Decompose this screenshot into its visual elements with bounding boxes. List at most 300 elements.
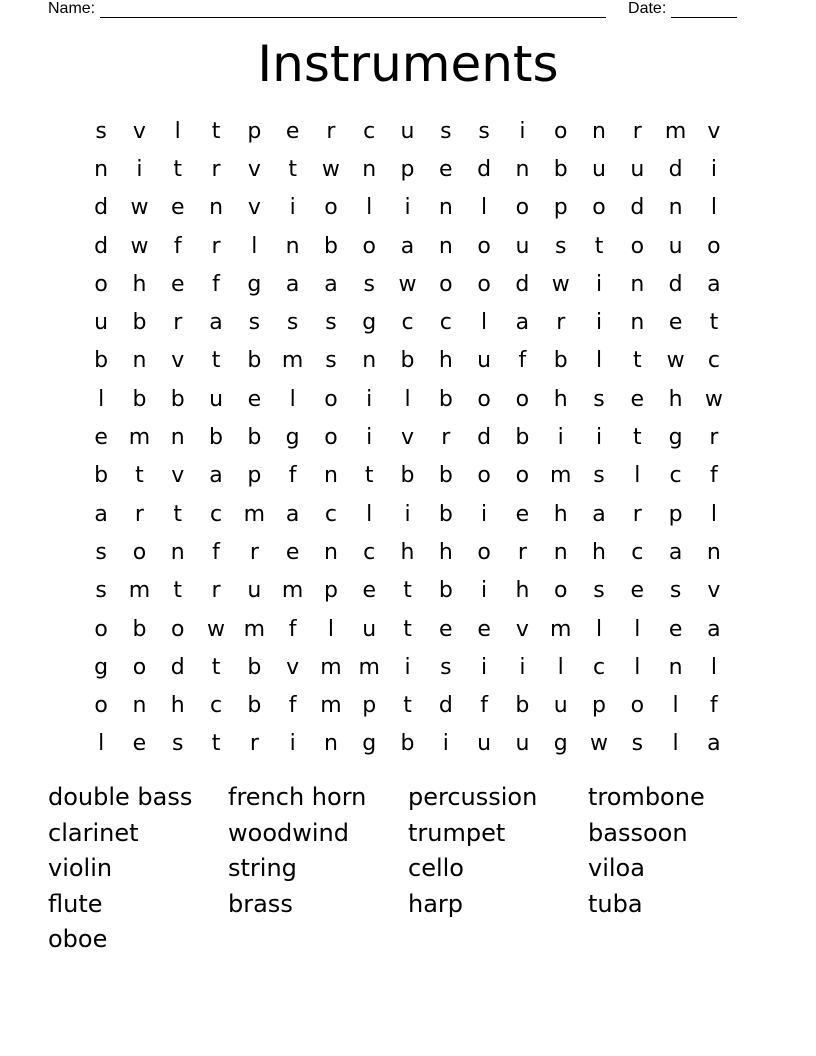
grid-letter: g: [285, 425, 300, 451]
grid-letter: d: [477, 425, 492, 451]
grid-letter: t: [632, 425, 642, 451]
word-list-item: clarinet: [48, 818, 139, 847]
grid-letter: l: [672, 693, 679, 719]
grid-letter: v: [247, 156, 261, 182]
date-blank-line[interactable]: [671, 2, 737, 18]
grid-letter: d: [668, 156, 683, 182]
grid-letter: n: [592, 118, 606, 144]
grid-letter: a: [285, 271, 300, 297]
grid-letter: v: [515, 616, 529, 642]
grid-letter: a: [515, 310, 530, 336]
grid-letter: e: [630, 386, 645, 412]
grid-letter: m: [664, 118, 687, 144]
word-list: [48, 780, 768, 958]
grid-letter: m: [281, 348, 304, 374]
grid-letter: c: [439, 310, 452, 336]
grid-letter: l: [710, 195, 717, 221]
word-list-item: trumpet: [408, 818, 506, 847]
word-list-item: tuba: [588, 889, 643, 918]
grid-letter: b: [400, 463, 415, 489]
grid-letter: n: [94, 156, 109, 182]
grid-letter: g: [668, 425, 683, 451]
grid-letter: s: [478, 118, 490, 144]
grid-letter: t: [173, 578, 183, 604]
grid-letter: m: [128, 578, 151, 604]
grid-letter: t: [364, 463, 374, 489]
grid-letter: o: [94, 693, 108, 719]
grid-letter: l: [481, 310, 488, 336]
grid-letter: g: [247, 271, 262, 297]
grid-letter: s: [363, 271, 375, 297]
grid-letter: r: [211, 156, 221, 182]
grid-letter: l: [366, 195, 373, 221]
grid-letter: m: [549, 616, 572, 642]
grid-letter: u: [553, 693, 568, 719]
grid-letter: g: [362, 310, 377, 336]
grid-letter: w: [207, 616, 226, 642]
grid-letter: d: [94, 233, 109, 259]
grid-letter: g: [553, 731, 568, 757]
name-date-line: [48, 0, 737, 18]
grid-letter: c: [707, 348, 720, 374]
grid-letter: r: [632, 118, 642, 144]
grid-letter: i: [481, 654, 488, 680]
grid-letter: b: [553, 156, 568, 182]
grid-letter: u: [592, 156, 606, 182]
grid-letter: d: [668, 271, 683, 297]
grid-letter: l: [98, 731, 105, 757]
grid-letter: i: [519, 654, 526, 680]
grid-letter: f: [480, 693, 488, 719]
grid-letter: r: [326, 118, 336, 144]
grid-letter: b: [247, 654, 262, 680]
grid-letter: h: [592, 539, 606, 565]
grid-letter: i: [595, 271, 603, 297]
grid-letter: b: [132, 386, 147, 412]
grid-letter: b: [515, 693, 530, 719]
grid-letter: b: [515, 425, 530, 451]
grid-letter: e: [285, 539, 300, 565]
grid-letter: s: [593, 578, 605, 604]
grid-letter: u: [400, 118, 415, 144]
grid-letter: i: [366, 386, 373, 412]
grid-letter: n: [132, 348, 147, 374]
grid-letter: a: [209, 463, 223, 489]
grid-letter: l: [710, 654, 717, 680]
grid-letter: n: [630, 271, 645, 297]
grid-letter: t: [288, 156, 297, 182]
grid-letter: t: [173, 156, 183, 182]
grid-letter: e: [170, 271, 185, 297]
grid-letter: s: [248, 310, 261, 336]
grid-letter: d: [170, 654, 185, 680]
grid-letter: w: [551, 271, 570, 297]
grid-letter: e: [439, 156, 453, 182]
grid-letter: l: [366, 501, 373, 527]
grid-letter: l: [327, 616, 334, 642]
grid-letter: h: [438, 539, 453, 565]
grid-letter: c: [324, 501, 337, 527]
grid-letter: u: [630, 156, 645, 182]
grid-letter: h: [438, 348, 453, 374]
grid-letter: v: [286, 654, 300, 680]
word-list-item: string: [228, 854, 297, 882]
grid-letter: c: [363, 539, 376, 565]
grid-letter: m: [243, 501, 266, 527]
grid-letter: e: [515, 501, 530, 527]
grid-letter: s: [325, 348, 337, 374]
grid-letter: b: [247, 693, 262, 719]
grid-letter: t: [632, 348, 642, 374]
grid-letter: n: [630, 310, 645, 336]
grid-letter: o: [515, 195, 530, 221]
grid-letter: r: [249, 539, 259, 565]
grid-letter: i: [557, 425, 564, 451]
grid-letter: i: [442, 731, 449, 757]
word-list-item: trombone: [588, 783, 705, 811]
grid-letter: s: [95, 539, 107, 565]
grid-letter: h: [132, 271, 147, 297]
grid-letter: d: [94, 195, 109, 221]
grid-letter: e: [439, 616, 453, 642]
grid-letter: r: [249, 731, 259, 757]
grid-letter: r: [173, 310, 183, 336]
grid-letter: m: [243, 616, 266, 642]
grid-letter: o: [553, 118, 568, 144]
grid-letter: f: [288, 616, 297, 642]
grid-letter: n: [323, 463, 338, 489]
grid-letter: n: [170, 539, 185, 565]
grid-letter: e: [170, 195, 185, 221]
grid-letter: w: [130, 195, 149, 221]
grid-letter: l: [174, 118, 181, 144]
grid-letter: l: [557, 654, 564, 680]
grid-letter: a: [285, 501, 300, 527]
grid-letter: u: [209, 386, 224, 412]
grid-letter: g: [94, 654, 109, 680]
grid-letter: a: [707, 271, 721, 297]
grid-letter: s: [95, 578, 107, 604]
grid-letter: o: [477, 463, 491, 489]
grid-letter: e: [285, 118, 300, 144]
grid-letter: s: [286, 310, 299, 336]
grid-letter: f: [173, 233, 182, 259]
grid-letter: i: [289, 731, 296, 757]
grid-letter: f: [212, 539, 220, 565]
grid-letter: b: [247, 348, 262, 374]
grid-letter: f: [288, 463, 297, 489]
grid-letter: i: [404, 195, 411, 221]
grid-letter: h: [400, 539, 415, 565]
grid-letter: v: [707, 118, 721, 144]
grid-letter: n: [438, 233, 453, 259]
grid-letter: f: [710, 463, 718, 489]
grid-letter: b: [247, 425, 262, 451]
grid-letter: o: [553, 578, 568, 604]
grid-letter: e: [477, 616, 491, 642]
grid-letter: s: [593, 386, 605, 412]
grid-letter: g: [362, 731, 377, 757]
grid-letter: r: [556, 310, 566, 336]
grid-letter: a: [94, 501, 108, 527]
word-list-item: violin: [48, 854, 113, 882]
grid-letter: o: [630, 233, 645, 259]
grid-letter: l: [710, 501, 717, 527]
grid-letter: o: [515, 463, 530, 489]
grid-letter: v: [132, 118, 146, 144]
grid-letter: u: [247, 578, 262, 604]
grid-letter: r: [211, 233, 221, 259]
grid-letter: o: [132, 539, 147, 565]
grid-letter: b: [132, 310, 147, 336]
grid-letter: r: [632, 501, 642, 527]
grid-letter: p: [247, 118, 262, 144]
word-list-item: percussion: [408, 783, 538, 811]
grid-letter: h: [668, 386, 683, 412]
grid-letter: u: [668, 233, 683, 259]
grid-letter: w: [321, 156, 340, 182]
grid-letter: r: [709, 425, 719, 451]
grid-letter: i: [366, 425, 373, 451]
grid-letter: e: [630, 578, 645, 604]
grid-letter: h: [553, 501, 568, 527]
grid-letter: i: [519, 118, 526, 144]
grid-letter: t: [403, 616, 412, 642]
grid-letter: f: [212, 271, 220, 297]
grid-letter: o: [132, 654, 147, 680]
grid-letter: f: [288, 693, 297, 719]
grid-letter: u: [477, 348, 492, 374]
grid-letter: s: [593, 463, 605, 489]
grid-letter: n: [668, 654, 683, 680]
grid-letter: r: [134, 501, 144, 527]
grid-letter: b: [323, 233, 338, 259]
grid-letter: u: [477, 731, 492, 757]
grid-letter: t: [403, 693, 412, 719]
grid-letter: w: [398, 271, 417, 297]
grid-letter: c: [363, 118, 376, 144]
grid-letter: s: [631, 731, 644, 757]
grid-letter: o: [171, 616, 185, 642]
grid-letter: a: [668, 539, 683, 565]
name-label: Name:: [48, 0, 96, 17]
grid-letter: n: [323, 539, 338, 565]
grid-letter: b: [170, 386, 185, 412]
grid-letter: v: [707, 578, 721, 604]
grid-letter: s: [669, 578, 682, 604]
grid-letter: m: [128, 425, 151, 451]
grid-letter: r: [211, 578, 221, 604]
grid-letter: l: [289, 386, 296, 412]
word-list-item: bassoon: [588, 818, 688, 847]
grid-letter: i: [404, 501, 411, 527]
word-list-item: french horn: [228, 783, 367, 811]
grid-letter: c: [631, 539, 644, 565]
grid-letter: w: [590, 731, 608, 757]
grid-letter: w: [666, 348, 685, 374]
grid-letter: s: [325, 310, 337, 336]
grid-letter: b: [438, 463, 453, 489]
grid-letter: t: [594, 233, 604, 259]
grid-letter: i: [481, 501, 488, 527]
grid-letter: b: [94, 348, 109, 374]
grid-letter: e: [668, 616, 683, 642]
grid-letter: o: [477, 271, 491, 297]
grid-letter: m: [549, 463, 572, 489]
grid-letter: c: [209, 501, 223, 527]
grid-letter: b: [400, 348, 415, 374]
grid-letter: b: [438, 386, 453, 412]
grid-letter: t: [211, 348, 221, 374]
grid-letter: l: [595, 348, 603, 374]
grid-letter: a: [400, 233, 415, 259]
grid-letter: b: [132, 616, 147, 642]
grid-letter: o: [94, 271, 108, 297]
grid-letter: o: [324, 386, 338, 412]
grid-letter: i: [710, 156, 717, 182]
grid-letter: c: [209, 693, 223, 719]
grid-letter: a: [707, 731, 721, 757]
grid-letter: i: [595, 425, 603, 451]
grid-letter: i: [595, 310, 603, 336]
word-list-item: woodwind: [228, 818, 349, 847]
grid-letter: i: [289, 195, 296, 221]
grid-letter: u: [515, 731, 530, 757]
name-blank-line[interactable]: [100, 2, 606, 18]
grid-letter: c: [401, 310, 414, 336]
word-list-item: brass: [228, 889, 293, 918]
grid-letter: f: [518, 348, 527, 374]
grid-letter: p: [362, 693, 377, 719]
grid-letter: p: [247, 463, 262, 489]
grid-letter: l: [404, 386, 411, 412]
grid-letter: b: [438, 578, 453, 604]
grid-letter: s: [440, 654, 452, 680]
page-title: Instruments: [257, 35, 559, 93]
grid-letter: d: [438, 693, 453, 719]
grid-letter: s: [440, 118, 452, 144]
word-list-item: viloa: [588, 854, 645, 882]
grid-letter: o: [630, 693, 645, 719]
grid-letter: s: [172, 731, 184, 757]
grid-letter: l: [595, 616, 603, 642]
grid-letter: b: [553, 348, 568, 374]
word-list-item: flute: [48, 889, 103, 918]
grid-letter: e: [362, 578, 376, 604]
grid-letter: t: [211, 118, 221, 144]
grid-letter: l: [634, 616, 641, 642]
grid-letter: n: [668, 195, 683, 221]
grid-letter: p: [323, 578, 338, 604]
word-list-item: cello: [408, 854, 464, 882]
grid-letter: n: [553, 539, 568, 565]
grid-letter: l: [481, 195, 488, 221]
grid-letter: o: [324, 425, 338, 451]
word-list-item: harp: [408, 889, 464, 918]
grid-letter: l: [634, 654, 641, 680]
grid-letter: r: [441, 425, 451, 451]
grid-letter: w: [704, 386, 723, 412]
grid-letter: t: [135, 463, 144, 489]
grid-letter: o: [707, 233, 721, 259]
grid-letter: p: [592, 693, 606, 719]
grid-letter: v: [171, 348, 185, 374]
grid-letter: d: [515, 271, 530, 297]
grid-letter: s: [95, 118, 107, 144]
word-list-item: double bass: [48, 783, 193, 811]
grid-letter: e: [132, 731, 147, 757]
grid-letter: o: [477, 233, 491, 259]
grid-letter: o: [439, 271, 453, 297]
grid-letter: n: [515, 156, 530, 182]
grid-letter: l: [634, 463, 641, 489]
grid-letter: b: [438, 501, 453, 527]
grid-letter: d: [630, 195, 645, 221]
grid-letter: n: [170, 425, 185, 451]
grid-letter: o: [477, 539, 491, 565]
grid-letter: h: [170, 693, 185, 719]
grid-letter: w: [130, 233, 149, 259]
grid-letter: e: [247, 386, 262, 412]
grid-letter: n: [323, 731, 338, 757]
grid-letter: n: [706, 539, 721, 565]
grid-letter: o: [592, 195, 606, 221]
grid-letter: t: [173, 501, 183, 527]
grid-letter: u: [362, 616, 377, 642]
grid-letter: v: [401, 425, 415, 451]
grid-letter: a: [209, 310, 223, 336]
grid-letter: d: [477, 156, 492, 182]
grid-letter: i: [136, 156, 143, 182]
grid-letter: r: [517, 539, 527, 565]
date-label: Date:: [628, 0, 667, 17]
grid-letter: c: [592, 654, 606, 680]
grid-letter: o: [362, 233, 376, 259]
grid-letter: h: [515, 578, 530, 604]
grid-letter: t: [403, 578, 412, 604]
grid-letter: b: [94, 463, 109, 489]
grid-letter: i: [404, 654, 411, 680]
grid-letter: e: [94, 425, 108, 451]
grid-letter: l: [98, 386, 105, 412]
grid-letter: a: [324, 271, 338, 297]
grid-letter: p: [553, 195, 568, 221]
grid-letter: l: [672, 731, 679, 757]
grid-letter: o: [515, 386, 530, 412]
grid-letter: a: [592, 501, 606, 527]
grid-letter: n: [209, 195, 224, 221]
grid-letter: b: [400, 731, 415, 757]
grid-letter: u: [94, 310, 109, 336]
grid-letter: b: [209, 425, 224, 451]
grid-letter: p: [668, 501, 683, 527]
grid-letter: n: [438, 195, 453, 221]
grid-letter: m: [320, 693, 342, 719]
grid-letter: s: [554, 233, 567, 259]
grid-letter: t: [211, 731, 221, 757]
grid-letter: c: [669, 463, 682, 489]
grid-letter: e: [668, 310, 683, 336]
grid-letter: u: [515, 233, 530, 259]
grid-letter: f: [710, 693, 718, 719]
word-search-grid: [82, 112, 733, 763]
grid-letter: t: [211, 654, 221, 680]
grid-letter: n: [362, 348, 377, 374]
grid-letter: m: [320, 654, 342, 680]
grid-letter: v: [247, 195, 261, 221]
grid-letter: a: [707, 616, 721, 642]
grid-letter: o: [477, 386, 491, 412]
